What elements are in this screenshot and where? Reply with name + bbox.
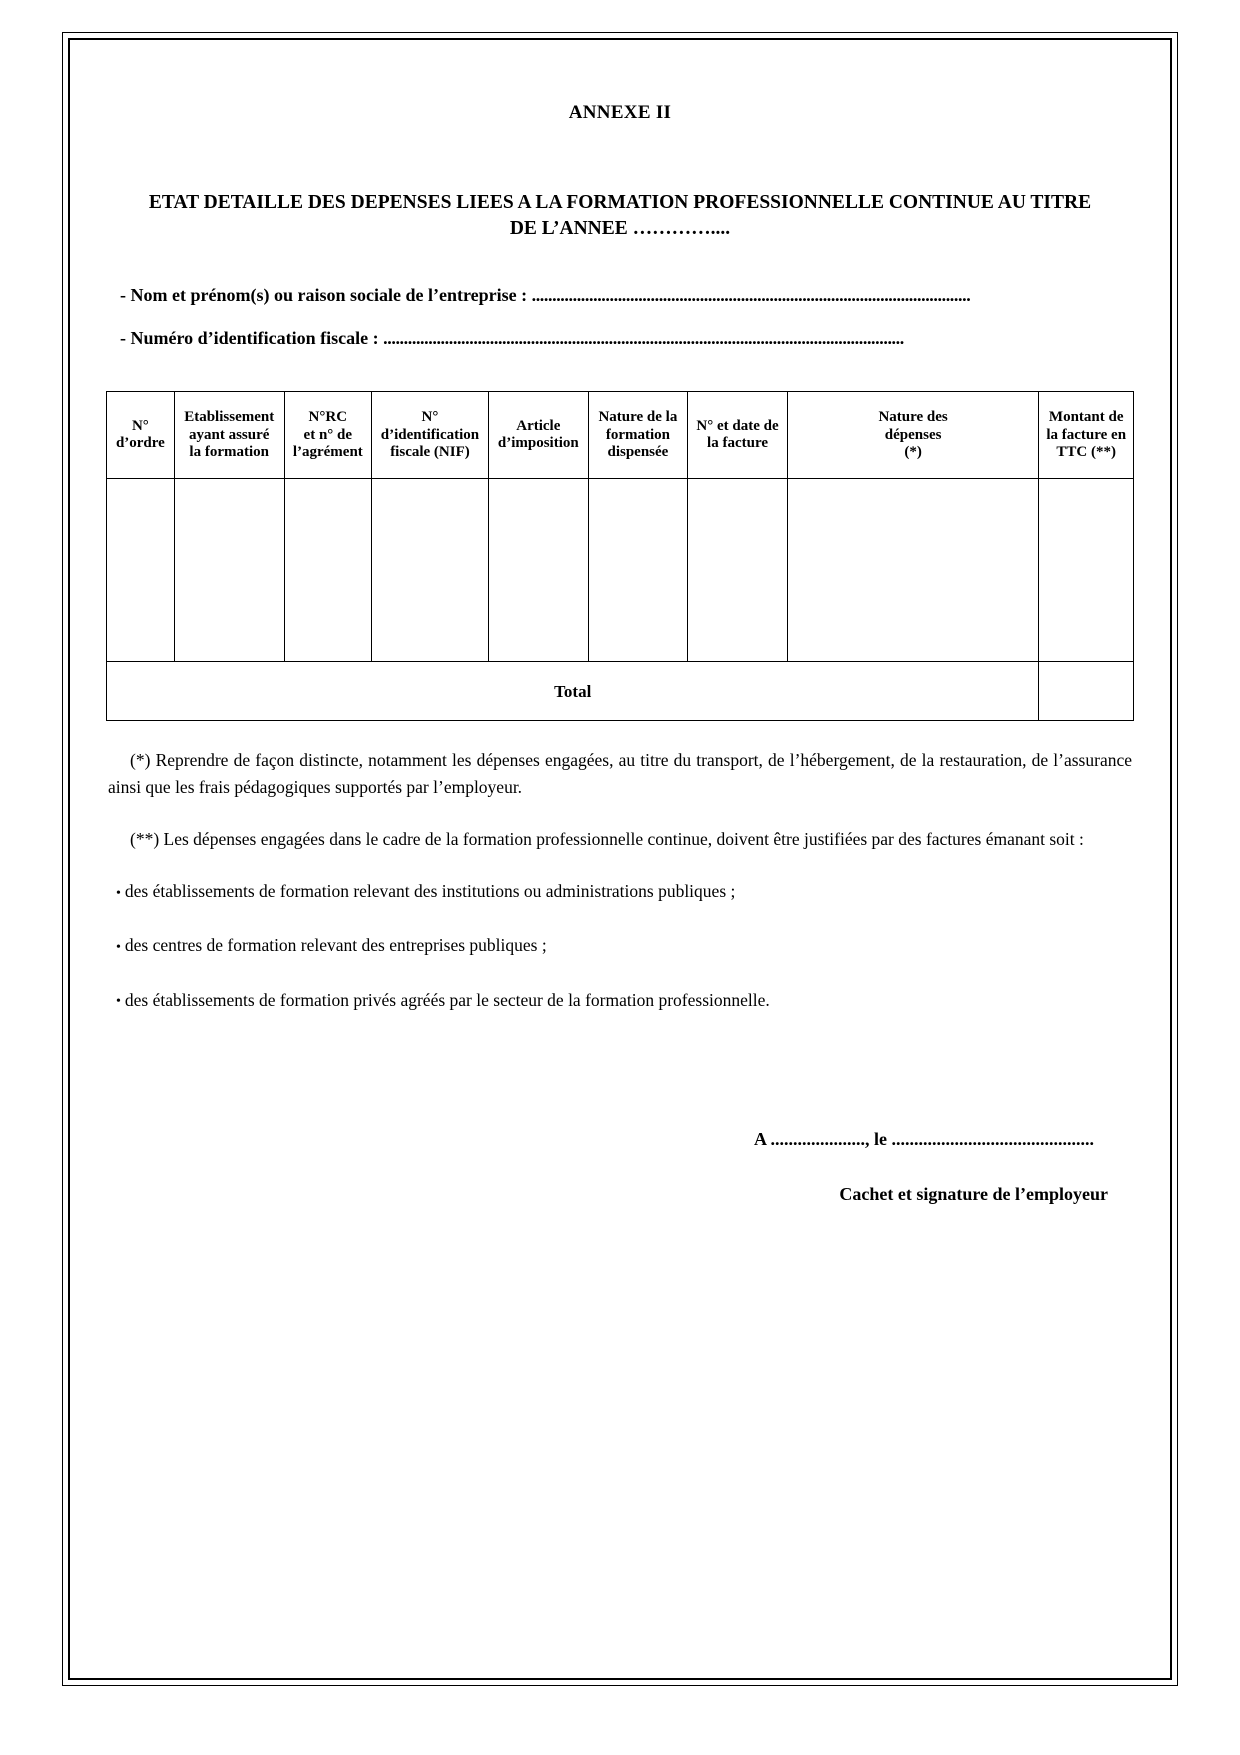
total-label: Total [107,662,1039,721]
signature-date-line[interactable]: A ....................., le ............................................. [754,1128,1094,1149]
header-line: N° [421,409,439,426]
header-line: dépenses [884,426,942,443]
notes-section [102,747,1138,1013]
signature-block [102,1129,1138,1205]
identification-block [102,285,1138,349]
cell-invoice-number-date[interactable] [688,479,788,662]
footnote-double-star: (**) Les dépenses engagées dans le cadre de la formation professionnelle continue, doivent être justifiées par des factures émanant soit : [130,828,1084,849]
column-header-nif [371,392,488,479]
header-line: Etablissement [184,409,275,426]
header-line: Nature des [878,409,948,426]
page-inner-border [68,38,1172,1680]
bullet-icon: • [116,939,121,955]
page-title-line-1: ETAT DETAILLE DES DEPENSES LIEES A LA FORMATION PROFESSIONNELLE CONTINUE AU TITRE [148,192,1092,213]
expenses-table [106,391,1134,721]
cell-nif[interactable] [371,479,488,662]
list-item-label: des établissements de formation privés agréés par le secteur de la formation professionnelle. [124,989,770,1010]
column-header-rc-number [284,392,371,479]
header-line: (*) [904,444,922,461]
cell-tax-article[interactable] [489,479,589,662]
header-line: N° [131,417,149,434]
column-header-order [107,392,175,479]
column-header-establishment [174,392,284,479]
header-line: la formation [189,444,269,461]
bullet-icon: • [116,994,121,1010]
cell-order[interactable] [107,479,175,662]
header-line: d’imposition [497,435,579,452]
list-item [108,987,1132,1013]
company-name-label: - Nom et prénom(s) ou raison sociale de l’entreprise : [120,285,532,306]
header-line: ayant assuré [189,426,270,443]
cell-expense-nature[interactable] [787,479,1039,662]
fiscal-id-label: - Numéro d’identification fiscale : [120,328,384,349]
list-item [108,932,1132,958]
cell-invoice-amount-ttc[interactable] [1039,479,1134,662]
company-name-dotted-line[interactable]: ........................................................................................................... [531,285,971,306]
fiscal-id-dotted-line[interactable]: ............................................................................................................................... [383,328,904,349]
company-name-field[interactable] [120,285,1138,306]
column-header-expense-nature [787,392,1039,479]
cell-rc-number[interactable] [284,479,371,662]
column-header-training-nature [588,392,688,479]
header-line: Article [516,417,561,434]
header-line: la facture [707,435,768,452]
header-line: la facture en [1046,426,1127,443]
column-header-invoice-number-date [688,392,788,479]
page-title-line-2: DE L’ANNEE ………….... [509,217,731,239]
header-line: N°RC [308,409,348,426]
table-total-row [107,662,1134,721]
expenses-table-wrapper [102,391,1138,721]
header-line: fiscale (NIF) [390,444,470,461]
page-outer-border [62,32,1178,1686]
page-title [120,190,1120,241]
header-line: N° et date de [696,417,779,434]
column-header-tax-article [489,392,589,479]
header-line: formation [605,426,670,443]
header-line: d’identification [380,426,480,443]
header-line: l’agrément [292,444,363,461]
fiscal-id-field[interactable] [120,328,1138,349]
signature-stamp-label: Cachet et signature de l’employeur [839,1183,1108,1204]
header-line: Nature de la [598,409,678,426]
cell-establishment[interactable] [174,479,284,662]
list-item-label: des centres de formation relevant des entreprises publiques ; [124,935,547,956]
annexe-title: ANNEXE II [568,102,672,123]
header-line: d’ordre [115,435,165,452]
list-item [108,878,1132,904]
header-line: et n° de [303,426,353,443]
header-line: Montant de [1048,409,1124,426]
column-header-invoice-amount-ttc [1039,392,1134,479]
header-line: TTC (**) [1056,444,1116,461]
total-amount-cell[interactable] [1039,662,1134,721]
cell-training-nature[interactable] [588,479,688,662]
list-item-label: des établissements de formation relevant des institutions ou administrations publiques ; [124,881,736,902]
bullet-icon: • [116,885,121,901]
footnote-single-star: (*) Reprendre de façon distincte, notamment les dépenses engagées, au titre du transport, de l’hébergement, de la restauration, de l’assurance ainsi que les frais pédagogiques supportés par l’employeur. [108,750,1132,797]
table-header-row [107,392,1134,479]
table-row [107,479,1134,662]
document-content [70,40,1170,1678]
header-line: dispensée [607,444,669,461]
